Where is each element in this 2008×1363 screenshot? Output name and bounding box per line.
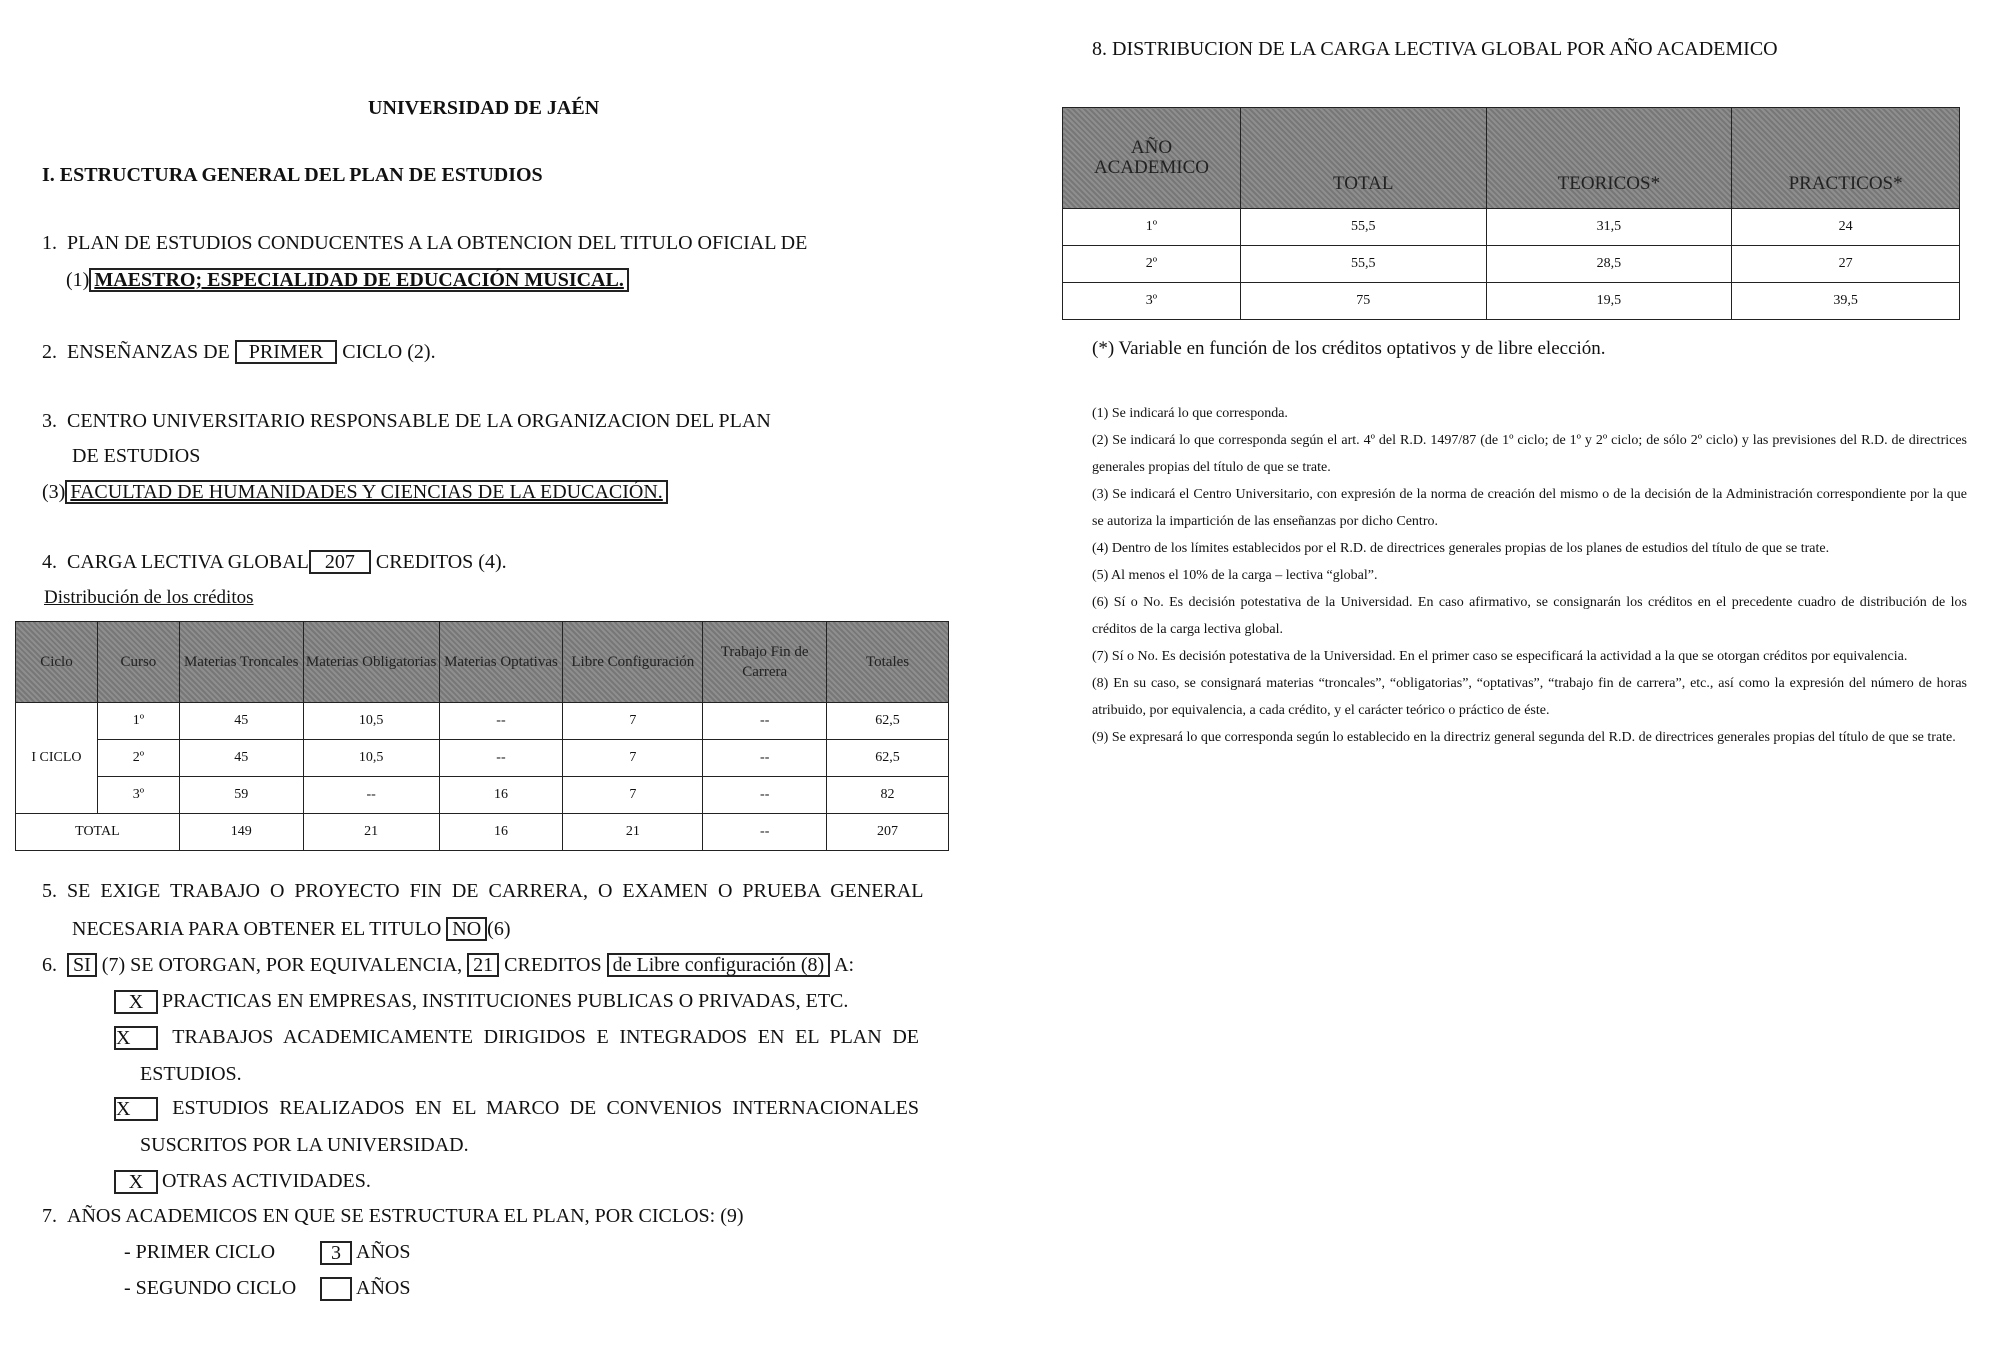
item5-line1 [42,880,924,903]
first-cycle-label: - PRIMER CICLO [124,1241,276,1263]
item5-ref: (6) [487,918,511,940]
item2-line [42,340,436,364]
year-cell: 3º [1063,283,1241,320]
item6-text1: (7) SE OTORGAN, POR EQUIVALENCIA, [101,954,463,976]
header-obligatorias: Materias Obligatorias [303,622,439,703]
item7-number: 7. [42,1205,57,1227]
option-otras [114,1170,371,1194]
table-row [16,703,949,740]
item6-number: 6. [42,954,57,976]
header-trabajo: Trabajo Fin de Carrera [703,622,827,703]
option-trabajos [114,1026,919,1050]
header-total: TOTAL [1240,108,1486,209]
item4-line [42,550,507,574]
table-row [1063,283,1960,320]
footnote-9: (9) Se expresará lo que corresponda según lo establecido en la directriz general segunda del R.D. de directrices generales propias del título de que se trate. [1092,730,1956,745]
item3-value-line [42,480,668,504]
item6-line [42,953,854,977]
item2-suffix: CICLO (2). [342,341,436,363]
cycle-box: PRIMER [235,340,337,364]
totales-cell: 62,5 [827,703,949,740]
totales-cell: 62,5 [827,740,949,777]
curso-cell: 1º [97,703,179,740]
item6-text2: CREDITOS [504,954,602,976]
trabajo-cell: -- [703,777,827,814]
footnote-3: (3) Se indicará el Centro Universitario, con expresión de la norma de creación del mismo o de la decisión de la Administración correspondiente por la que se autoriza la impartición de las enseñanzas por dicho Centro. [1092,487,1967,529]
header-ano-academico: AÑO ACADEMICO [1063,108,1241,209]
section-title: I. ESTRUCTURA GENERAL DEL PLAN DE ESTUDIOS [42,164,543,186]
footnote-5: (5) Al menos el 10% de la carga – lectiva “global”. [1092,568,1378,583]
footnote-7: (7) Sí o No. Es decisión potestativa de la Universidad. En el primer caso se especificará la actividad a la que se otorgan créditos por equivalencia. [1092,649,1908,664]
header-troncales: Materias Troncales [179,622,303,703]
total-troncales-cell: 149 [179,814,303,851]
troncales-cell: 45 [179,740,303,777]
libre-cell: 7 [563,777,703,814]
cycle-label-cell: I CICLO [16,703,98,814]
teoricos-cell: 31,5 [1486,209,1732,246]
item4-label: CARGA LECTIVA GLOBAL [67,551,309,573]
total-label-cell: TOTAL [16,814,180,851]
header-ciclo: Ciclo [16,622,98,703]
item1-line [42,232,807,255]
option-trabajos-line2: ESTUDIOS. [140,1063,242,1085]
table-row [1063,246,1960,283]
header-teoricos: TEORICOS* [1486,108,1732,209]
item4-number: 4. [42,551,57,573]
trabajo-cell: -- [703,703,827,740]
item6-text3: A: [834,954,855,976]
item1-value-line [66,268,629,292]
trabajo-cell: -- [703,740,827,777]
item5-number: 5. [42,880,57,902]
obligatorias-cell: 10,5 [303,740,439,777]
totales-cell: 82 [827,777,949,814]
year-cell: 1º [1063,209,1241,246]
second-cycle-years-box [320,1277,352,1301]
header-practicos: PRACTICOS* [1732,108,1960,209]
first-cycle-years-unit: AÑOS [356,1241,411,1263]
obligatorias-cell: 10,5 [303,703,439,740]
optativas-cell: -- [439,740,563,777]
teoricos-cell: 19,5 [1486,283,1732,320]
second-cycle-years [320,1277,410,1301]
item2-label: ENSEÑANZAS DE [67,341,230,363]
degree-title-box: MAESTRO; ESPECIALIDAD DE EDUCACIÓN MUSICAL. [89,268,629,292]
total-libre-cell: 21 [563,814,703,851]
item3-text-line1: CENTRO UNIVERSITARIO RESPONSABLE DE LA ORGANIZACION DEL PLAN [67,410,771,432]
second-cycle-years-unit: AÑOS [356,1277,411,1299]
option-otras-mark: X [114,1170,158,1194]
university-title: UNIVERSIDAD DE JAÉN [368,97,600,119]
item2-number: 2. [42,341,57,363]
item1-number: 1. [42,232,57,254]
section8-title: 8. DISTRIBUCION DE LA CARGA LECTIVA GLOBAL POR AÑO ACADEMICO [1092,38,1778,60]
practicos-cell: 24 [1732,209,1960,246]
option-convenios [114,1097,919,1121]
credit-distribution-subtitle: Distribución de los créditos [44,587,254,608]
option-practicas [114,990,848,1014]
faculty-box: FACULTAD DE HUMANIDADES Y CIENCIAS DE LA EDUCACIÓN. [65,480,667,504]
option-trabajos-mark: X [114,1026,158,1050]
item1-text: PLAN DE ESTUDIOS CONDUCENTES A LA OBTENCION DEL TITULO OFICIAL DE [67,232,808,254]
total-obligatorias-cell: 21 [303,814,439,851]
header-totales: Totales [827,622,949,703]
total-cell: 55,5 [1240,246,1486,283]
option-convenios-line2: SUSCRITOS POR LA UNIVERSIDAD. [140,1134,469,1156]
final-project-box: NO [446,917,487,941]
total-cell: 55,5 [1240,209,1486,246]
table-row [16,777,949,814]
teoricos-cell: 28,5 [1486,246,1732,283]
footnote-6: (6) Sí o No. Es decisión potestativa de la Universidad. En caso afirmativo, se consignarán los créditos en el precedente cuadro de distribución de los créditos de la carga lectiva global. [1092,595,1967,637]
credit-distribution-table [15,621,949,851]
footnotes [1092,400,1967,751]
header-libre: Libre Configuración [563,622,703,703]
first-cycle-years [320,1241,410,1265]
year-table-header-row [1063,108,1960,209]
table-total-row [16,814,949,851]
equivalence-credits-box: 21 [467,953,499,977]
item7-text: AÑOS ACADEMICOS EN QUE SE ESTRUCTURA EL PLAN, POR CICLOS: (9) [67,1205,744,1227]
equivalence-si-box: SI [67,953,97,977]
item5-line2 [72,917,511,941]
table-row [1063,209,1960,246]
item3-ref: (3) [42,481,66,503]
footnote-4: (4) Dentro de los límites establecidos por el R.D. de directrices generales propias de los planes de estudios del título de que se trate. [1092,541,1830,556]
year-distribution-table [1062,107,1960,320]
total-cell: 75 [1240,283,1486,320]
troncales-cell: 45 [179,703,303,740]
option-convenios-text: ESTUDIOS REALIZADOS EN EL MARCO DE CONVENIOS INTERNACIONALES [172,1097,919,1119]
item7-line [42,1205,744,1228]
total-totales-cell: 207 [827,814,949,851]
libre-cell: 7 [563,740,703,777]
variable-note: (*) Variable en función de los créditos optativos y de libre elección. [1092,338,1606,359]
option-trabajos-text: TRABAJOS ACADEMICAMENTE DIRIGIDOS E INTEGRADOS EN EL PLAN DE [172,1026,919,1048]
item4-suffix: CREDITOS (4). [375,551,507,573]
practicos-cell: 27 [1732,246,1960,283]
practicos-cell: 39,5 [1732,283,1960,320]
credit-table-header-row [16,622,949,703]
option-practicas-mark: X [114,990,158,1014]
header-optativas: Materias Optativas [439,622,563,703]
item3-number: 3. [42,410,57,432]
item3-line1 [42,410,771,433]
optativas-cell: -- [439,703,563,740]
option-otras-text: OTRAS ACTIVIDADES. [162,1170,371,1192]
libre-cell: 7 [563,703,703,740]
footnote-8: (8) En su caso, se consignará materias “troncales”, “obligatorias”, “optativas”, “trabajo fin de carrera”, etc., así como la expresión del número de horas atribuido, por equivalencia, a cada crédito, y el carácter teórico o práctico de éste. [1092,676,1967,718]
curso-cell: 3º [97,777,179,814]
footnote-1: (1) Se indicará lo que corresponda. [1092,406,1288,421]
option-convenios-mark: X [114,1097,158,1121]
second-cycle-label: - SEGUNDO CICLO [124,1277,297,1299]
header-curso: Curso [97,622,179,703]
global-credits-box: 207 [309,550,371,574]
equivalence-type-box: de Libre configuración (8) [607,953,831,977]
item5-text-line2: NECESARIA PARA OBTENER EL TITULO [72,918,442,940]
option-practicas-text: PRACTICAS EN EMPRESAS, INSTITUCIONES PUBLICAS O PRIVADAS, ETC. [162,990,849,1012]
total-optativas-cell: 16 [439,814,563,851]
table-row [16,740,949,777]
item5-text-line1: SE EXIGE TRABAJO O PROYECTO FIN DE CARRERA, O EXAMEN O PRUEBA GENERAL [67,880,924,902]
footnote-2: (2) Se indicará lo que corresponda según el art. 4º del R.D. 1497/87 (de 1º ciclo; de 1º y 2º ciclo; de sólo 2º ciclo) y las previsiones del R.D. de directrices generales propias del título de que se trate. [1092,433,1967,475]
curso-cell: 2º [97,740,179,777]
troncales-cell: 59 [179,777,303,814]
obligatorias-cell: -- [303,777,439,814]
year-cell: 2º [1063,246,1241,283]
optativas-cell: 16 [439,777,563,814]
total-trabajo-cell: -- [703,814,827,851]
item1-ref: (1) [66,269,90,291]
first-cycle-years-box: 3 [320,1241,352,1265]
item3-text-line2: DE ESTUDIOS [72,445,201,467]
